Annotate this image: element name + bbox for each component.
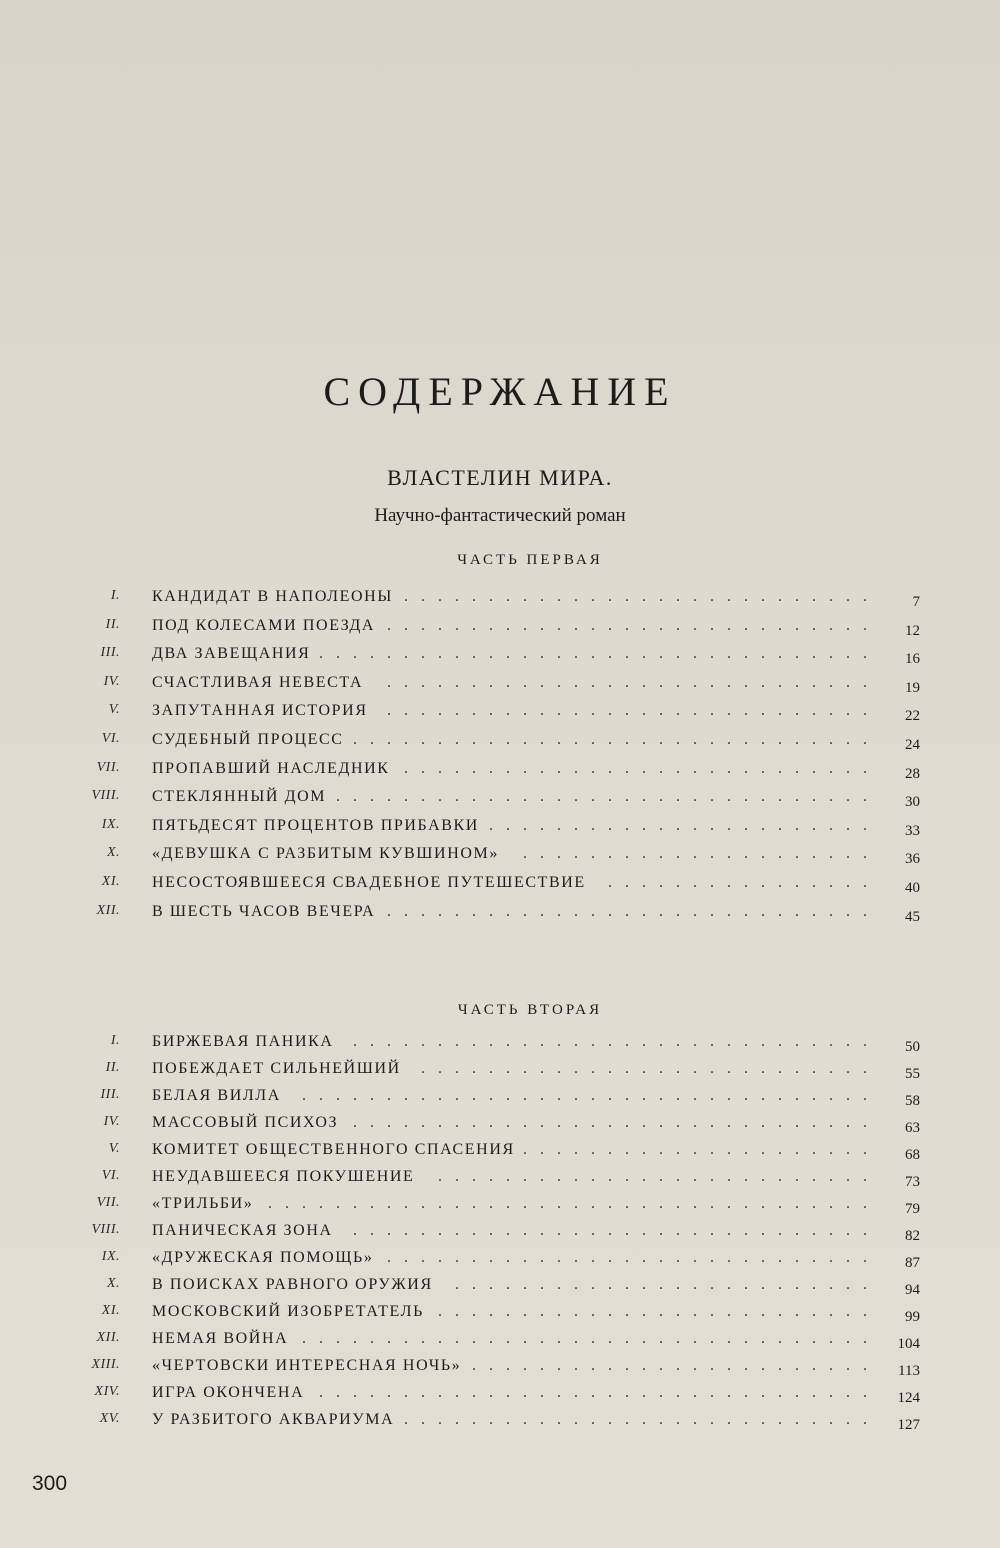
chapter-title: КОМИТЕТ ОБЩЕСТВЕННОГО СПАСЕНИЯ xyxy=(152,1141,515,1158)
dot-leader: .......................... xyxy=(438,1303,880,1320)
dot-leader: ............................... xyxy=(353,1114,880,1131)
chapter-number: XV. xyxy=(99,1411,120,1426)
chapter-page: 104 xyxy=(897,1336,920,1352)
chapter-page: 82 xyxy=(905,1228,920,1244)
novel-title: ВЛАСТЕЛИН МИРА. xyxy=(387,465,613,490)
chapter-number: XII. xyxy=(96,1330,120,1345)
toc-entry xyxy=(60,1222,920,1248)
chapter-title: ЗАПУТАННАЯ ИСТОРИЯ xyxy=(152,702,368,720)
chapter-title: МОСКОВСКИЙ ИЗОБРЕТАТЕЛЬ xyxy=(152,1303,424,1320)
chapter-page: 63 xyxy=(905,1120,920,1136)
chapter-number: XII. xyxy=(96,902,120,918)
dot-leader: ................................. xyxy=(319,645,880,663)
toc-entry xyxy=(60,817,920,843)
chapter-number: IX. xyxy=(101,816,120,832)
dot-leader: ................................ xyxy=(336,788,880,806)
chapter-title: БЕЛАЯ ВИЛЛА xyxy=(152,1087,281,1104)
chapter-title: «ТРИЛЬБИ» xyxy=(152,1195,254,1212)
bleed-line xyxy=(60,209,960,236)
chapter-page: 28 xyxy=(905,765,920,782)
dot-leader: ............................... xyxy=(353,731,880,748)
chapter-title: ПОБЕЖДАЕТ СИЛЬНЕЙШИЙ xyxy=(152,1060,401,1077)
chapter-title: «ЧЕРТОВСКИ ИНТЕРЕСНАЯ НОЧЬ» xyxy=(152,1357,462,1374)
toc-entry xyxy=(60,702,920,728)
toc-entry xyxy=(60,760,920,786)
chapter-title: БИРЖЕВАЯ ПАНИКА xyxy=(152,1033,334,1050)
bleed-line xyxy=(60,47,960,74)
toc-entry xyxy=(60,1087,920,1113)
chapter-page: 87 xyxy=(905,1255,920,1271)
chapter-number: III. xyxy=(100,1087,120,1102)
chapter-page: 99 xyxy=(905,1309,920,1325)
chapter-page: 36 xyxy=(905,851,920,868)
chapter-title: «ДРУЖЕСКАЯ ПОМОЩЬ» xyxy=(152,1249,374,1266)
chapter-title: В ШЕСТЬ ЧАСОВ ВЕЧЕРА xyxy=(152,902,376,920)
toc-entry xyxy=(60,845,920,871)
page-number: 300 xyxy=(32,1472,68,1495)
dot-leader: ............................ xyxy=(404,588,880,605)
chapter-title: «ДЕВУШКА С РАЗБИТЫМ КУВШИНОМ» xyxy=(152,845,499,863)
chapter-page: 19 xyxy=(905,679,920,696)
chapter-page: 12 xyxy=(905,622,920,639)
chapter-page: 22 xyxy=(905,708,920,725)
chapter-number: I. xyxy=(110,1033,120,1048)
dot-leader: ............................. xyxy=(387,702,880,720)
chapter-page: 127 xyxy=(897,1417,920,1433)
chapter-title: ИГРА ОКОНЧЕНА xyxy=(152,1384,305,1401)
chapter-number: VIII. xyxy=(91,1222,120,1237)
chapter-page: 33 xyxy=(905,822,920,839)
dot-leader: ............................. xyxy=(387,902,880,920)
chapter-number: VIII. xyxy=(91,788,120,804)
bleed-line xyxy=(60,425,960,452)
dot-leader: ................ xyxy=(608,874,880,891)
bleed-line xyxy=(60,128,960,155)
chapter-title: СТЕКЛЯННЫЙ ДОМ xyxy=(152,788,327,806)
chapter-number: XI. xyxy=(101,1303,120,1318)
toc-entry xyxy=(60,1276,920,1302)
dot-leader: ............................ xyxy=(404,1411,880,1428)
chapter-number: VII. xyxy=(96,759,120,775)
bleed-line xyxy=(60,263,960,290)
bleed-line xyxy=(60,101,960,128)
novel-subtitle: Научно-фантастический роман xyxy=(374,505,626,526)
toc-entry xyxy=(60,874,920,900)
bleed-line xyxy=(60,155,960,182)
toc-entry xyxy=(60,788,920,814)
bleed-line xyxy=(60,74,960,101)
bleed-line xyxy=(60,317,960,344)
toc-entry xyxy=(60,1195,920,1221)
bleed-line xyxy=(60,236,960,263)
chapter-page: 68 xyxy=(905,1147,920,1163)
toc-entry xyxy=(60,1033,920,1059)
chapter-number: IV. xyxy=(103,1114,120,1129)
chapter-page: 58 xyxy=(905,1093,920,1109)
chapter-title: НЕМАЯ ВОЙНА xyxy=(152,1330,289,1347)
chapter-page: 50 xyxy=(905,1039,920,1055)
chapter-number: X. xyxy=(106,1276,120,1291)
toc-entry xyxy=(60,903,920,929)
dot-leader: ............................... xyxy=(353,1033,880,1050)
chapter-title: В ПОИСКАХ РАВНОГО ОРУЖИЯ xyxy=(152,1276,433,1293)
dot-leader: ............................. xyxy=(387,1249,880,1266)
part-heading: ЧАСТЬ ПЕРВАЯ xyxy=(457,552,603,568)
chapter-page: 40 xyxy=(905,880,920,896)
dot-leader: .................................. xyxy=(302,1087,880,1104)
chapter-title: У РАЗБИТОГО АКВАРИУМА xyxy=(152,1411,395,1428)
dot-leader: ....................... xyxy=(489,816,880,834)
chapter-title: ДВА ЗАВЕЩАНИЯ xyxy=(152,645,311,663)
chapter-number: V. xyxy=(108,1141,120,1156)
dot-leader: ............................ xyxy=(404,759,880,777)
dot-leader: ........................... xyxy=(421,1060,880,1077)
chapter-number: IX. xyxy=(101,1249,120,1264)
chapter-page: 94 xyxy=(905,1282,920,1298)
chapter-number: V. xyxy=(108,702,120,718)
chapter-title: ПАНИЧЕСКАЯ ЗОНА xyxy=(152,1222,333,1239)
toc-entry xyxy=(60,1303,920,1329)
chapter-page: 124 xyxy=(897,1390,920,1406)
chapter-number: IV. xyxy=(103,673,120,689)
toc-entry xyxy=(60,1168,920,1194)
bleed-line xyxy=(60,344,960,371)
chapter-title: КАНДИДАТ В НАПОЛЕОНЫ xyxy=(152,588,393,605)
dot-leader: .................................... xyxy=(268,1195,880,1212)
chapter-page: 30 xyxy=(905,794,920,811)
chapter-number: XIV. xyxy=(94,1384,120,1399)
dot-leader: ..................... xyxy=(523,1141,880,1158)
toc-entry xyxy=(60,674,920,700)
chapter-title: ПОД КОЛЕСАМИ ПОЕЗДА xyxy=(152,616,376,634)
dot-leader: ........................ xyxy=(472,1357,880,1374)
toc-entry xyxy=(60,588,920,614)
toc-entry xyxy=(60,1114,920,1140)
toc-entry xyxy=(60,1330,920,1356)
chapter-title: НЕСОСТОЯВШЕЕСЯ СВАДЕБНОЕ ПУТЕШЕСТВИЕ xyxy=(152,874,586,891)
dot-leader: ............................. xyxy=(387,673,880,691)
dot-leader: .................................. xyxy=(302,1330,880,1347)
chapter-number: I. xyxy=(110,588,120,603)
chapter-number: II. xyxy=(105,1060,120,1075)
chapter-page: 79 xyxy=(905,1201,920,1217)
chapter-number: XIII. xyxy=(91,1357,120,1372)
toc-entry xyxy=(60,1384,920,1410)
page-title: СОДЕРЖАНИЕ xyxy=(323,369,677,414)
toc-entry xyxy=(60,645,920,671)
chapter-page: 7 xyxy=(912,594,920,610)
dot-leader: ................................. xyxy=(319,1384,880,1401)
chapter-number: III. xyxy=(100,645,120,661)
chapter-title: ПРОПАВШИЙ НАСЛЕДНИК xyxy=(152,759,390,777)
chapter-page: 16 xyxy=(905,651,920,668)
toc-entry xyxy=(60,1411,920,1437)
chapter-title: НЕУДАВШЕЕСЯ ПОКУШЕНИЕ xyxy=(152,1168,415,1185)
toc-entry xyxy=(60,617,920,643)
chapter-number: X. xyxy=(106,845,120,861)
chapter-page: 113 xyxy=(898,1363,920,1379)
chapter-number: II. xyxy=(105,616,120,632)
bleed-line xyxy=(60,182,960,209)
chapter-title: ПЯТЬДЕСЯТ ПРОЦЕНТОВ ПРИБАВКИ xyxy=(152,816,479,834)
chapter-page: 73 xyxy=(905,1174,920,1190)
dot-leader: ............................... xyxy=(353,1222,880,1239)
chapter-number: XI. xyxy=(101,874,120,889)
toc-entry xyxy=(60,1357,920,1383)
chapter-number: VI. xyxy=(101,731,120,746)
chapter-title: СЧАСТЛИВАЯ НЕВЕСТА xyxy=(152,673,364,691)
toc-entry xyxy=(60,731,920,757)
chapter-page: 55 xyxy=(905,1066,920,1082)
chapter-title: СУДЕБНЫЙ ПРОЦЕСС xyxy=(152,731,344,748)
toc-entry xyxy=(60,1141,920,1167)
chapter-title: МАССОВЫЙ ПСИХОЗ xyxy=(152,1114,339,1131)
bleed-line xyxy=(60,290,960,317)
bleed-line xyxy=(60,20,960,47)
toc-entry xyxy=(60,1060,920,1086)
chapter-number: VI. xyxy=(101,1168,120,1183)
chapter-number: VII. xyxy=(96,1195,120,1210)
dot-leader: ......................... xyxy=(455,1276,880,1293)
chapter-page: 24 xyxy=(905,737,920,753)
part-heading: ЧАСТЬ ВТОРАЯ xyxy=(457,1002,603,1018)
dot-leader: .......................... xyxy=(438,1168,880,1185)
dot-leader: ............................. xyxy=(387,616,880,634)
toc-entry xyxy=(60,1249,920,1275)
dot-leader: ..................... xyxy=(523,845,880,863)
chapter-page: 45 xyxy=(905,908,920,925)
